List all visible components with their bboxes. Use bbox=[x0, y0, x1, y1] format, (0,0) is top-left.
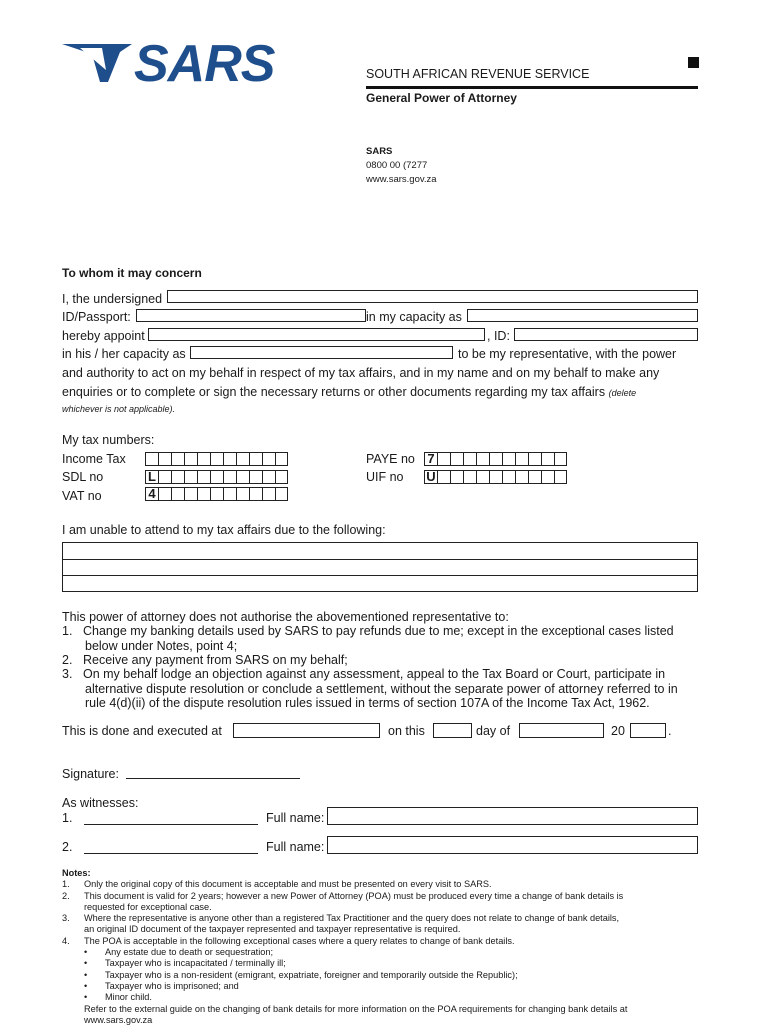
note-refer bbox=[62, 1004, 702, 1026]
restriction-3-line-3: rule 4(d)(ii) of the dispute resolution rules issued in terms of section 107A of the Income Tax Act, 1962. bbox=[85, 696, 650, 710]
restriction-2-line-1: Receive any payment from SARS on my behalf; bbox=[83, 653, 348, 667]
unable-row-divider bbox=[63, 575, 697, 576]
note-4 bbox=[62, 936, 702, 947]
note-bullet-text: Taxpayer who is incapacitated / terminally ill; bbox=[105, 958, 286, 969]
bullet-icon: • bbox=[84, 980, 88, 991]
day-field[interactable] bbox=[433, 723, 472, 738]
witness-1-fullname-label: Full name: bbox=[266, 811, 325, 825]
witness-2-signature-line[interactable] bbox=[84, 853, 258, 854]
note-bullet-text: Taxpayer who is a non-resident (emigrant, expatriate, foreigner and temporarily outside the Republic); bbox=[105, 969, 518, 980]
authority-line-2-text: enquiries or to complete or sign the necessary returns or other documents regarding my tax affairs bbox=[62, 385, 606, 399]
witness-2-fullname-label: Full name: bbox=[266, 840, 325, 854]
month-field[interactable] bbox=[519, 723, 604, 738]
done-at-label: This is done and executed at bbox=[62, 724, 222, 738]
witness-1-signature-line[interactable] bbox=[84, 824, 258, 825]
his-her-capacity-label: in his / her capacity as bbox=[62, 347, 186, 361]
uif-prefix: U bbox=[424, 470, 437, 484]
restriction-1-num: 1. bbox=[62, 624, 73, 638]
notes-heading: Notes: bbox=[62, 868, 91, 878]
note-bullet bbox=[62, 981, 702, 992]
day-of-label: day of bbox=[476, 724, 511, 738]
undersigned-label: I, the undersigned bbox=[62, 292, 163, 306]
witness-2-fullname-field[interactable] bbox=[327, 836, 698, 854]
sdl-label: SDL no bbox=[62, 470, 104, 484]
form-title: General Power of Attorney bbox=[366, 91, 517, 105]
authority-line-1: and authority to act on my behalf in respect of my tax affairs, and in my name and on my behalf to make any bbox=[62, 366, 660, 380]
sdl-prefix: L bbox=[145, 470, 158, 484]
delete-note-a: (delete bbox=[608, 388, 637, 398]
restrictions-intro: This power of attorney does not authorise the abovementioned representative to: bbox=[62, 610, 509, 624]
note-num: 2. bbox=[62, 890, 70, 901]
bullet-icon: • bbox=[84, 992, 88, 1003]
restriction-3-line-2: alternative dispute resolution or conclude a settlement, without the separate power of attorney referred to in bbox=[85, 682, 678, 696]
idpassport-label: ID/Passport: bbox=[62, 310, 131, 324]
witness-1-fullname-field[interactable] bbox=[327, 807, 698, 825]
id-label: , ID: bbox=[487, 329, 510, 343]
capacity-label: in my capacity as bbox=[366, 310, 462, 324]
unable-reason-box[interactable] bbox=[62, 542, 698, 592]
note-2 bbox=[62, 891, 702, 914]
corner-mark bbox=[688, 57, 699, 68]
paye-number-boxes[interactable] bbox=[424, 452, 567, 466]
note-bullet bbox=[62, 947, 702, 958]
delete-note-b: whichever is not applicable). bbox=[62, 404, 176, 414]
capacity-field[interactable] bbox=[467, 309, 698, 322]
vat-prefix: 4 bbox=[145, 487, 158, 501]
place-field[interactable] bbox=[233, 723, 380, 738]
appointee-field[interactable] bbox=[148, 328, 485, 341]
uif-number-boxes[interactable] bbox=[424, 470, 567, 484]
note-bullet-text: Minor child. bbox=[105, 992, 152, 1003]
income-tax-number-boxes[interactable] bbox=[145, 452, 288, 466]
bullet-icon: • bbox=[84, 969, 88, 980]
note-bullet-text: Taxpayer who is imprisoned; and bbox=[105, 980, 239, 991]
note-num: 4. bbox=[62, 935, 70, 946]
note-num: 1. bbox=[62, 879, 70, 890]
tax-numbers-heading: My tax numbers: bbox=[62, 433, 155, 447]
sars-logo bbox=[62, 35, 275, 93]
restriction-3-num: 3. bbox=[62, 667, 73, 681]
contact-phone: 0800 00 (7277 bbox=[366, 160, 428, 171]
org-name: SOUTH AFRICAN REVENUE SERVICE bbox=[366, 67, 590, 81]
appointee-id-field[interactable] bbox=[514, 328, 698, 341]
vat-number-boxes[interactable] bbox=[145, 487, 288, 501]
note-refer-line-2[interactable]: www.sars.gov.za bbox=[84, 1014, 153, 1025]
representative-text: to be my representative, with the power bbox=[458, 347, 677, 361]
restriction-3-line-1: On my behalf lodge an objection against any assessment, appeal to the Tax Board or Court, participate in bbox=[83, 667, 666, 681]
undersigned-field[interactable] bbox=[167, 290, 698, 303]
restriction-1-line-1: Change my banking details used by SARS to pay refunds due to me; except in the exceptional cases listed bbox=[83, 624, 674, 638]
note-bullet bbox=[62, 992, 702, 1003]
paye-label: PAYE no bbox=[366, 452, 415, 466]
idpassport-field[interactable] bbox=[136, 309, 366, 322]
year-prefix: 20 bbox=[611, 724, 625, 738]
note-num: 3. bbox=[62, 913, 70, 924]
header-rule bbox=[366, 86, 698, 89]
paye-prefix: 7 bbox=[424, 452, 437, 466]
execution-period: . bbox=[668, 724, 672, 738]
note-1 bbox=[62, 879, 702, 890]
bullet-icon: • bbox=[84, 947, 88, 958]
vat-label: VAT no bbox=[62, 489, 102, 503]
uif-label: UIF no bbox=[366, 470, 404, 484]
signature-line[interactable] bbox=[126, 778, 300, 779]
sdl-number-boxes[interactable] bbox=[145, 470, 288, 484]
representative-capacity-field[interactable] bbox=[190, 346, 453, 359]
witness-2-num: 2. bbox=[62, 840, 73, 854]
note-bullet-text: Any estate due to death or sequestration; bbox=[105, 947, 274, 958]
appoint-label: hereby appoint bbox=[62, 329, 145, 343]
note-text: The POA is acceptable in the following exceptional cases where a query relates to change of bank details. bbox=[84, 935, 515, 946]
contact-web: www.sars.gov.za bbox=[366, 174, 437, 185]
salutation: To whom it may concern bbox=[62, 266, 202, 280]
unable-label: I am unable to attend to my tax affairs due to the following: bbox=[62, 523, 386, 537]
note-bullet bbox=[62, 970, 702, 981]
authority-line-2 bbox=[62, 385, 636, 399]
note-refer-line-1: Refer to the external guide on the changing of bank details for more information on the POA requirements for changing bank details at bbox=[84, 1003, 628, 1014]
witnesses-label: As witnesses: bbox=[62, 796, 139, 810]
year-field[interactable] bbox=[630, 723, 666, 738]
note-text: This document is valid for 2 years; however a new Power of Attorney (POA) must be produced every time a change of bank details is bbox=[84, 890, 624, 901]
notes-section bbox=[62, 868, 702, 1026]
note-text: Where the representative is anyone other than a registered Tax Practitioner and the query does not relate to change of bank details, bbox=[84, 913, 620, 924]
on-this-label: on this bbox=[388, 724, 425, 738]
restriction-2-num: 2. bbox=[62, 653, 73, 667]
note-text-cont: an original ID document of the taxpayer represented and taxpayer representative is required. bbox=[84, 924, 461, 935]
restriction-1-line-2: below under Notes, point 4; bbox=[85, 639, 238, 653]
signature-label: Signature: bbox=[62, 767, 119, 781]
note-text: Only the original copy of this document is acceptable and must be presented on every visit to SARS. bbox=[84, 879, 492, 890]
logo-text: SARS bbox=[134, 35, 275, 93]
contact-name: SARS bbox=[366, 146, 393, 157]
unable-row-divider bbox=[63, 559, 697, 560]
bullet-icon: • bbox=[84, 958, 88, 969]
note-bullet bbox=[62, 958, 702, 969]
note-3 bbox=[62, 913, 702, 936]
witness-1-num: 1. bbox=[62, 811, 73, 825]
income-tax-label: Income Tax bbox=[62, 452, 126, 466]
note-text-cont: requested for exceptional case. bbox=[84, 901, 212, 912]
